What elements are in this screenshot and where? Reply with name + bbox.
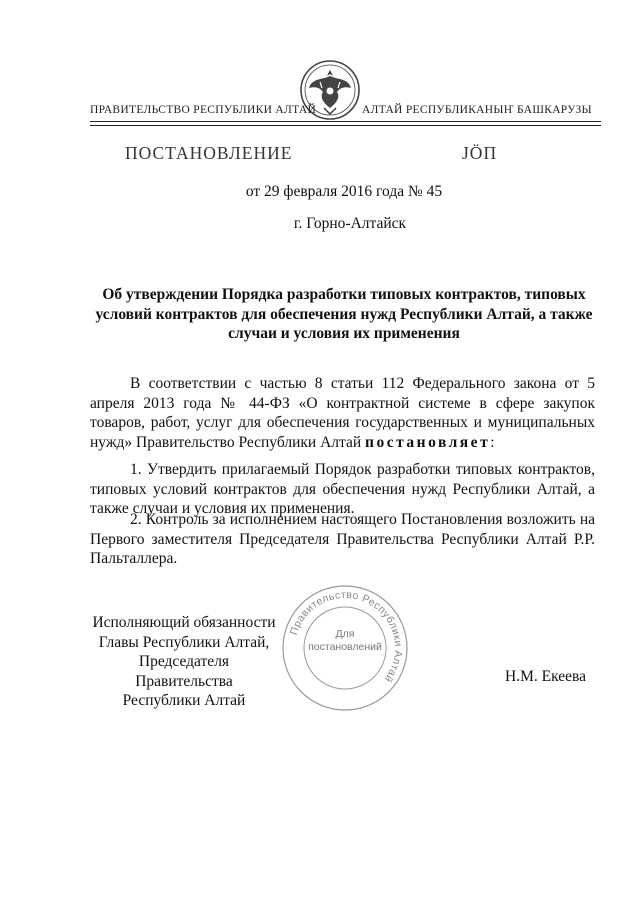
stamp-center-line-2: постановлений — [308, 641, 382, 653]
signature-line-2: Главы Республики Алтай, — [98, 633, 270, 651]
signature-line-3: Председателя Правительства — [135, 653, 233, 690]
item-2-text: 2. Контроль за исполнением настоящего Постановления возложить на Первого заместителя Председателя Правительства Республики Алтай Р.Р. Пальталлера. — [90, 511, 595, 567]
stamp-center-text — [305, 628, 385, 654]
preamble-paragraph — [90, 374, 595, 452]
date-line: от 29 февраля 2016 года № 45 — [245, 183, 443, 200]
stamp-ring-text: Правительство Республики Алтай — [287, 588, 405, 685]
preamble-keyword: постановляет — [365, 433, 491, 451]
header-rule-top — [90, 121, 601, 122]
signature-position-block — [90, 613, 278, 711]
item-2-paragraph — [90, 510, 595, 569]
header-right-text: АЛТАЙ РЕСПУБЛИКАНЫҤ БАШКАРУЗЫ — [362, 104, 592, 116]
header-left-text: ПРАВИТЕЛЬСТВО РЕСПУБЛИКИ АЛТАЙ — [90, 104, 317, 116]
signature-line-1: Исполняющий обязанности — [92, 614, 276, 631]
document-title: Об утверждении Порядка разработки типовых контрактов, типовых условий контрактов для обеспечения нужд Республики Алтай, а также случаи и условия их применения — [95, 286, 593, 342]
signatory-name: Н.М. Екеева — [505, 668, 586, 685]
stamp-center-line-1: Для — [335, 628, 355, 640]
doc-type-russian: ПОСТАНОВЛЕНИЕ — [125, 143, 293, 163]
item-1-text: 1. Утвердить прилагаемый Порядок разработки типовых контрактов, типовых условий контрактов для обеспечения нужд Республики Алтай, а также случаи и условия их применения. — [90, 461, 595, 517]
preamble-text: В соответствии с частью 8 статьи 112 Федерального закона от 5 апреля 2013 года № 44-ФЗ «О контрактной системе в сфере закупок товаров, работ, услуг для обеспечения государственных и муниципальных нужд» Правительство Республики Алтай — [90, 375, 595, 451]
preamble-end: : — [490, 433, 495, 451]
doc-type-altai: JӦП — [462, 143, 498, 163]
header-rule-bottom — [90, 125, 601, 126]
signature-line-4: Республики Алтай — [122, 692, 246, 709]
city-line: г. Горно-Алтайск — [293, 215, 407, 232]
